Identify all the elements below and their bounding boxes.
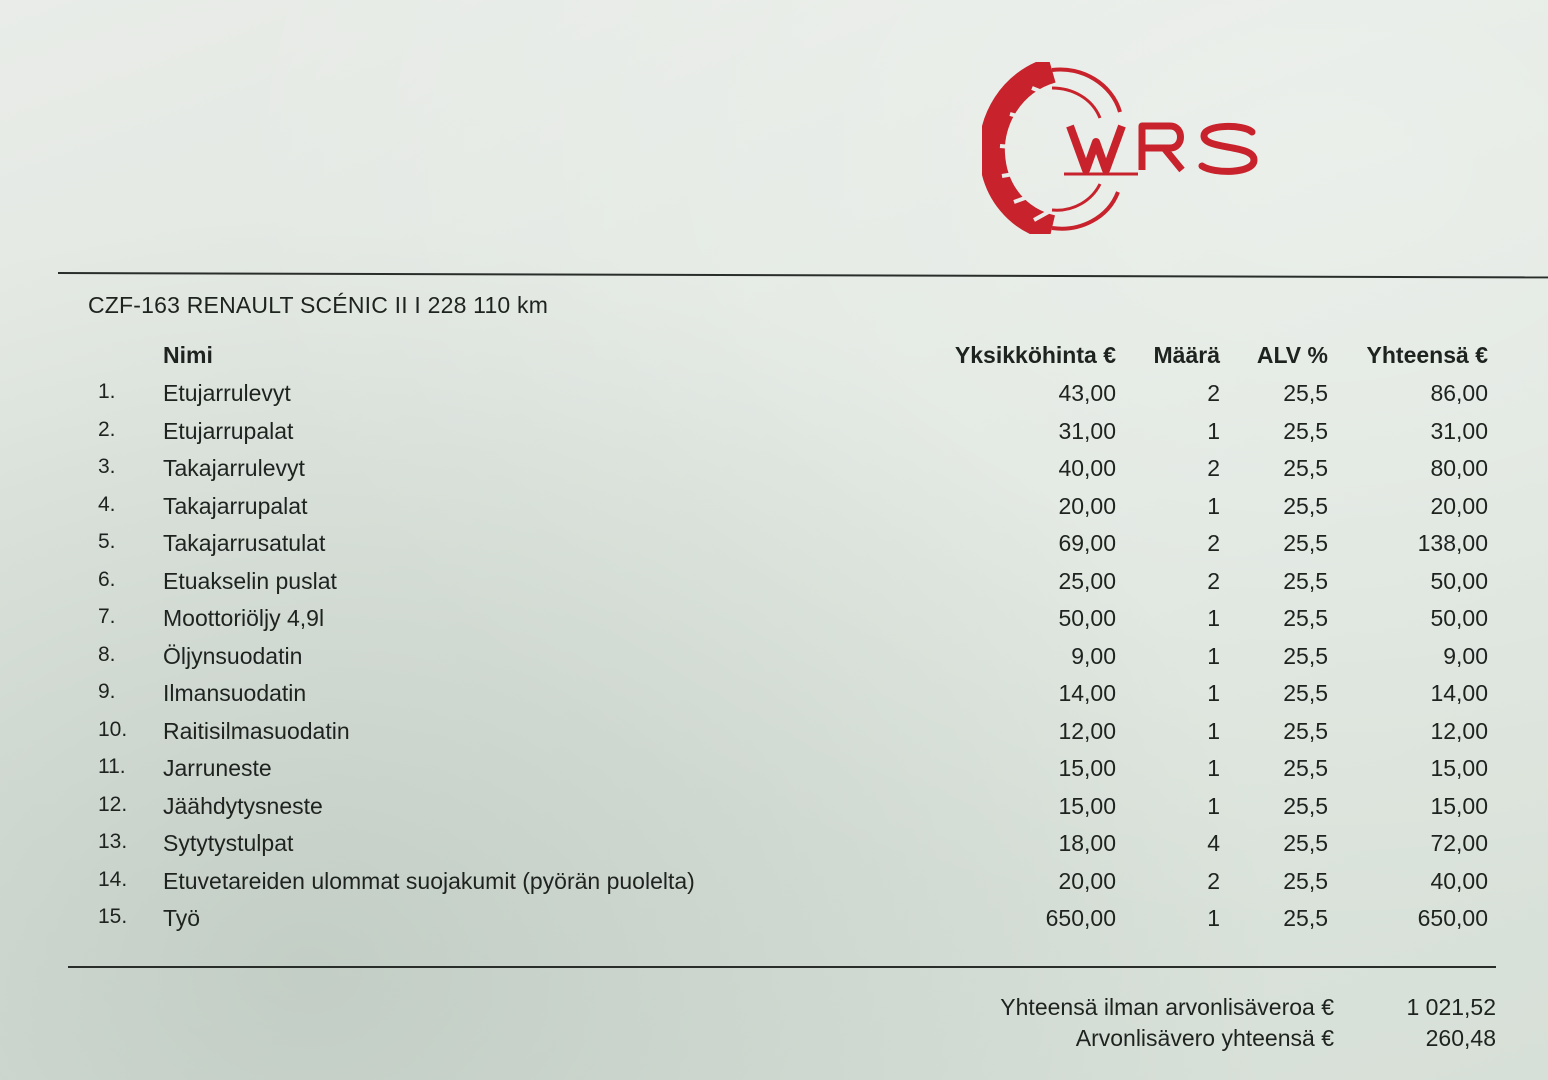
cell-quantity: 2: [1207, 380, 1220, 406]
cell-num: 5.: [98, 530, 116, 553]
cell-vat: 25,5: [1283, 680, 1328, 706]
vat-total-label: Arvonlisävero yhteensä €: [1075, 1025, 1334, 1051]
cell-name: Etujarrupalat: [163, 417, 294, 444]
cell-name: Työ: [163, 905, 201, 931]
cell-vat: 25,5: [1283, 717, 1328, 744]
cell-quantity: 1: [1207, 492, 1220, 519]
cell-num: 13.: [98, 830, 128, 853]
cell-name: Ilmansuodatin: [163, 680, 307, 706]
cell-vat: 25,5: [1283, 492, 1328, 519]
cell-num: 2.: [98, 417, 116, 441]
cell-name: Takajarrusatulat: [163, 530, 326, 556]
cell-num: 3.: [98, 455, 116, 478]
cell-num: 1.: [98, 380, 116, 403]
cell-total: 50,00: [1430, 605, 1488, 631]
cell-vat: 25,5: [1283, 905, 1328, 931]
cell-name: Sytytystulpat: [163, 830, 294, 856]
table-row: [0, 868, 1548, 904]
table-row: [0, 793, 1548, 829]
column-header-quantity: Määrä: [1153, 342, 1220, 368]
cell-total: 31,00: [1430, 417, 1488, 444]
cell-num: 11.: [98, 755, 126, 778]
cell-num: 4.: [98, 492, 116, 516]
cell-vat: 25,5: [1283, 455, 1328, 481]
cell-quantity: 1: [1207, 755, 1220, 781]
cell-vat: 25,5: [1283, 380, 1328, 406]
cell-unit-price: 25,00: [1058, 567, 1116, 594]
cell-vat: 25,5: [1283, 830, 1328, 856]
cell-unit-price: 50,00: [1058, 605, 1116, 631]
cell-total: 9,00: [1443, 642, 1488, 669]
cell-name: Jäähdytysneste: [163, 792, 323, 819]
cell-vat: 25,5: [1283, 867, 1328, 894]
table-row: [0, 755, 1548, 791]
cell-vat: 25,5: [1283, 792, 1328, 819]
table-row: [0, 643, 1548, 679]
table-row: [0, 493, 1548, 529]
cell-quantity: 2: [1207, 530, 1220, 556]
table-row: [0, 830, 1548, 866]
table-row: [0, 418, 1548, 454]
cell-name: Öljynsuodatin: [163, 642, 303, 669]
table-row: [0, 680, 1548, 716]
cell-name: Takajarrupalat: [163, 492, 308, 519]
cell-total: 14,00: [1430, 680, 1488, 706]
cell-quantity: 2: [1207, 867, 1220, 894]
cell-vat: 25,5: [1283, 755, 1328, 781]
table-row: [0, 605, 1548, 641]
cell-total: 20,00: [1430, 492, 1488, 519]
cell-name: Jarruneste: [163, 755, 272, 781]
cell-quantity: 1: [1207, 905, 1220, 931]
cell-quantity: 1: [1207, 417, 1220, 444]
table-row: [0, 718, 1548, 754]
cell-num: 7.: [98, 605, 116, 628]
cell-unit-price: 18,00: [1058, 830, 1116, 856]
cell-total: 80,00: [1430, 455, 1488, 481]
cell-total: 15,00: [1430, 792, 1488, 819]
cell-vat: 25,5: [1283, 605, 1328, 631]
cell-unit-price: 20,00: [1058, 492, 1116, 519]
cell-num: 6.: [98, 567, 116, 591]
cell-name: Etujarrulevyt: [163, 380, 291, 406]
cell-total: 86,00: [1430, 380, 1488, 406]
cell-unit-price: 15,00: [1058, 755, 1116, 781]
table-row: [0, 568, 1548, 604]
cell-total: 650,00: [1417, 905, 1488, 931]
cell-unit-price: 9,00: [1071, 642, 1116, 669]
cell-total: 50,00: [1430, 567, 1488, 594]
vat-total-value: 260,48: [1425, 1025, 1496, 1051]
net-total-label: Yhteensä ilman arvonlisäveroa €: [1000, 994, 1334, 1020]
column-header-vat: ALV %: [1256, 342, 1328, 368]
cell-num: 12.: [98, 792, 128, 816]
cell-unit-price: 69,00: [1058, 530, 1116, 556]
cell-unit-price: 40,00: [1058, 455, 1116, 481]
cell-quantity: 2: [1207, 455, 1220, 481]
cell-quantity: 1: [1207, 717, 1220, 744]
summary-divider: [68, 966, 1496, 968]
table-row: [0, 455, 1548, 491]
cell-total: 15,00: [1430, 755, 1488, 781]
vehicle-info: CZF-163 RENAULT SCÉNIC II I 228 110 km: [88, 292, 549, 318]
cell-total: 12,00: [1430, 717, 1488, 744]
cell-unit-price: 20,00: [1058, 867, 1116, 894]
cell-quantity: 1: [1207, 792, 1220, 819]
cell-total: 40,00: [1430, 867, 1488, 894]
cell-vat: 25,5: [1283, 642, 1328, 669]
cell-quantity: 2: [1207, 567, 1220, 594]
column-header-name: Nimi: [163, 342, 213, 368]
cell-unit-price: 43,00: [1058, 380, 1116, 406]
cell-name: Raitisilmasuodatin: [163, 717, 350, 744]
cell-quantity: 1: [1207, 642, 1220, 669]
cell-num: 9.: [98, 680, 116, 703]
table-row: [0, 380, 1548, 416]
table-row: [0, 905, 1548, 941]
cell-num: 14.: [98, 867, 128, 891]
cell-name: Etuvetareiden ulommat suojakumit (pyörän puolelta): [163, 867, 695, 894]
cell-num: 15.: [98, 905, 128, 928]
cell-quantity: 1: [1207, 680, 1220, 706]
cell-unit-price: 15,00: [1058, 792, 1116, 819]
cell-unit-price: 14,00: [1058, 680, 1116, 706]
cell-unit-price: 650,00: [1045, 905, 1116, 931]
column-header-unit-price: Yksikköhinta €: [954, 342, 1116, 368]
cell-num: 10.: [98, 717, 128, 741]
cell-name: Etuakselin puslat: [163, 567, 337, 594]
cell-quantity: 4: [1207, 830, 1220, 856]
cell-vat: 25,5: [1283, 567, 1328, 594]
cell-quantity: 1: [1207, 605, 1220, 631]
cell-name: Takajarrulevyt: [163, 455, 305, 481]
cell-name: Moottoriöljy 4,9l: [163, 605, 325, 631]
cell-unit-price: 12,00: [1058, 717, 1116, 744]
cell-total: 72,00: [1430, 830, 1488, 856]
cell-vat: 25,5: [1283, 530, 1328, 556]
cell-vat: 25,5: [1283, 417, 1328, 444]
cell-unit-price: 31,00: [1058, 417, 1116, 444]
net-total-value: 1 021,52: [1406, 994, 1496, 1020]
column-header-total: Yhteensä €: [1366, 342, 1488, 368]
cell-total: 138,00: [1417, 530, 1488, 556]
table-row: [0, 530, 1548, 566]
cell-num: 8.: [98, 642, 116, 666]
